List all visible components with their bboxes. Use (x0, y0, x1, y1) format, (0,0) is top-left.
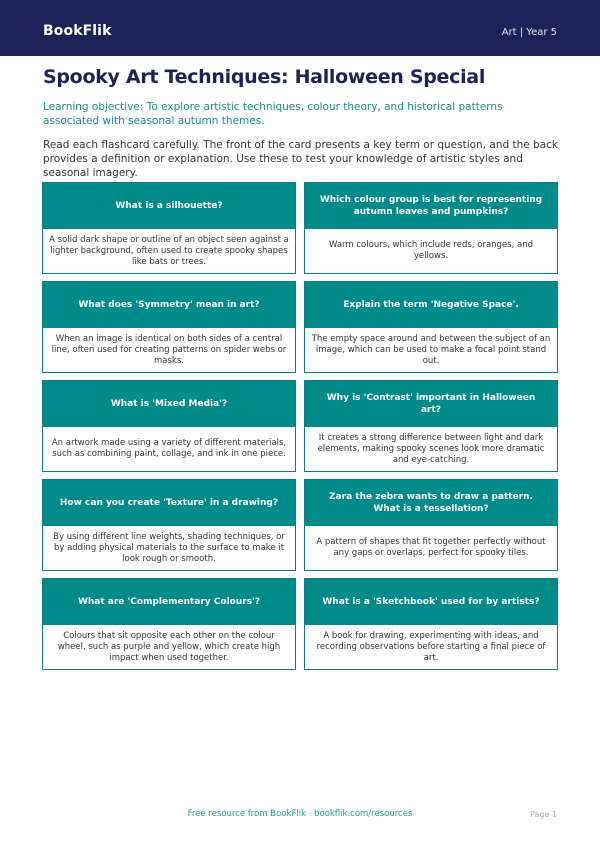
flashcard[interactable] (42, 380, 296, 472)
flashcard[interactable] (304, 182, 558, 274)
flashcard[interactable] (42, 479, 296, 571)
flashcard-back: An artwork made using a variety of different materials, such as combining paint, collage, and ink in one piece. (51, 438, 287, 459)
page-title: Spooky Art Techniques: Halloween Special (43, 66, 486, 88)
subject-year-label: Art | Year 5 (501, 27, 557, 38)
flashcard-back: A solid dark shape or outline of an object seen against a lighter background, often used to create spooky shapes like bats or trees. (49, 234, 289, 267)
flashcard[interactable] (42, 182, 296, 274)
flashcard-back: A book for drawing, experimenting with ideas, and recording observations before starting a final piece of art. (316, 630, 546, 663)
flashcard-front: Which colour group is best for representing autumn leaves and pumpkins? (305, 183, 557, 229)
flashcard-front: What is 'Mixed Media'? (43, 381, 295, 427)
flashcard-back: The empty space around and between the subject of an image, which can be used to make a focal point stand out. (311, 333, 551, 366)
flashcard[interactable] (304, 479, 558, 571)
header-bar (0, 0, 600, 56)
footer-resource-link[interactable]: Free resource from BookFlik · bookflik.com/resources (187, 809, 413, 819)
flashcard-back: When an image is identical on both sides of a central line, often used for creating patterns on spider webs or masks. (51, 333, 287, 366)
flashcard-front: Zara the zebra wants to draw a pattern. What is a tessellation? (305, 480, 557, 526)
flashcard-grid (42, 182, 558, 670)
flashcard-back: Warm colours, which include reds, oranges, and yellows. (328, 240, 533, 261)
flashcard-back: It creates a strong difference between light and dark elements, making spooky scenes look more dramatic and eye-catching. (317, 432, 545, 465)
flashcard-front: What is a 'Sketchbook' used for by artists? (305, 579, 557, 625)
brand-logo[interactable]: BookFlik (43, 23, 112, 39)
flashcard-front: What does 'Symmetry' mean in art? (43, 282, 295, 328)
flashcard[interactable] (42, 281, 296, 373)
flashcard[interactable] (304, 380, 558, 472)
flashcard-front: Explain the term 'Negative Space'. (305, 282, 557, 328)
flashcard-front: What is a silhouette? (43, 183, 295, 229)
flashcard[interactable] (304, 281, 558, 373)
flashcard[interactable] (42, 578, 296, 670)
flashcard-back: Colours that sit opposite each other on the colour wheel, such as purple and yellow, which create high impact when used together. (57, 630, 281, 663)
instructions: Read each flashcard carefully. The front of the card presents a key term or question, and the back provides a definition or explanation. Use these to test your knowledge of artistic styles and seasonal imagery. (43, 139, 558, 179)
learning-objective: Learning objective: To explore artistic techniques, colour theory, and historical patterns associated with seasonal autumn themes. (43, 101, 503, 127)
flashcard-back: A pattern of shapes that fit together perfectly without any gaps or overlaps, perfect for spooky tiles. (316, 537, 546, 558)
flashcard-front: Why is 'Contrast' important in Halloween art? (305, 381, 557, 427)
flashcard-front: How can you create 'Texture' in a drawing? (43, 480, 295, 526)
flashcard-back: By using different line weights, shading techniques, or by adding physical materials to the surface to make it look rough or smooth. (53, 531, 285, 564)
page-number: Page 1 (530, 810, 557, 819)
flashcard[interactable] (304, 578, 558, 670)
flashcard-front: What are 'Complementary Colours'? (43, 579, 295, 625)
